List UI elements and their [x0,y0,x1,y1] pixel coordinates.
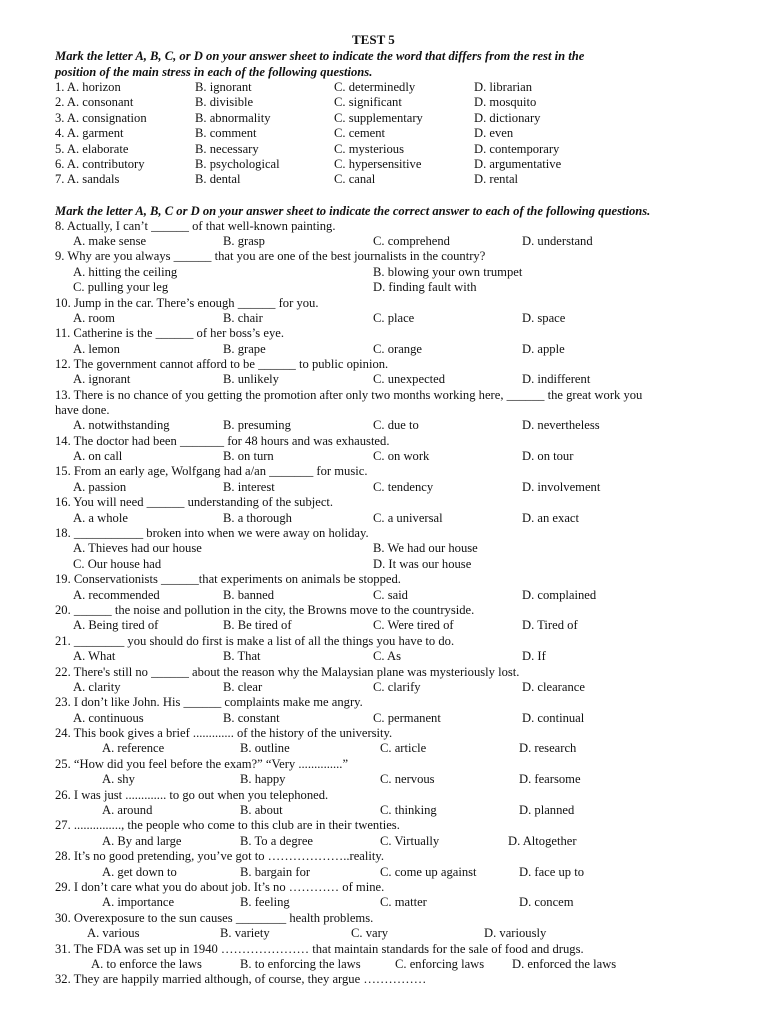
question-stem: 19. Conservationists ______that experiments on animals be stopped. [55,572,401,586]
test-title-row [0,32,768,48]
answer-options-row: A. passion B. interest C. tendency D. involvement [73,480,601,494]
stress-question-row: 7. A. sandals B. dental C. canal D. rental [55,172,519,186]
answer-options-row: A. make sense B. grasp C. comprehend D. understand [73,234,593,248]
question-stem-continued: have done. [55,403,110,417]
question-stem: 27. ..............., the people who come to this club are in their twenties. [55,818,400,832]
question-stem: 29. I don’t care what you do about job. It’s no ………… of mine. [55,880,385,894]
answer-options-row: A. to enforce the laws B. to enforcing the laws C. enforcing laws D. enforced the laws [91,957,617,971]
answer-options-row: A. reference B. outline C. article D. research [102,741,577,755]
answer-options-row: A. notwithstanding B. presuming C. due to D. nevertheless [73,418,600,432]
section2-instruction: Mark the letter A, B, C or D on your answer sheet to indicate the correct answer to each of the following questions. [55,204,651,218]
question-stem: 20. ______ the noise and pollution in the city, the Browns move to the countryside. [55,603,475,617]
question-stem: 32. They are happily married although, of course, they argue …………… [55,972,427,986]
question-stem: 11. Catherine is the ______ of her boss’s eye. [55,326,284,340]
question-stem: 18. ___________ broken into when we were away on holiday. [55,526,369,540]
answer-options-row: A. importance B. feeling C. matter D. concem [102,895,574,909]
question-stem: 12. The government cannot afford to be ______ to public opinion. [55,357,389,371]
answer-options-row: A. various B. variety C. vary D. variously [87,926,547,940]
answer-options-row: A. By and large B. To a degree C. Virtually D. Altogether [102,834,577,848]
answer-options-row: A. clarity B. clear C. clarify D. clearance [73,680,585,694]
answer-options-row: A. recommended B. banned C. said D. complained [73,588,597,602]
answer-options-row: A. hitting the ceiling B. blowing your own trumpet [73,265,523,279]
answer-options-row: A. lemon B. grape C. orange D. apple [73,342,565,356]
stress-question-row: 6. A. contributory B. psychological C. hypersensitive D. argumentative [55,157,562,171]
question-stem: 8. Actually, I can’t ______ of that well-known painting. [55,219,336,233]
answer-options-row: C. Our house had D. It was our house [73,557,472,571]
answer-options-row: A. ignorant B. unlikely C. unexpected D. indifferent [73,372,591,386]
test-title: TEST 5 [352,32,395,47]
answer-options-row: A. a whole B. a thorough C. a universal D. an exact [73,511,579,525]
answer-options-row: A. Thieves had our house B. We had our house [73,541,478,555]
section1-instruction-line2: position of the main stress in each of the following questions. [55,65,373,79]
stress-question-row: 5. A. elaborate B. necessary C. mysterious D. contemporary [55,142,560,156]
question-stem: 23. I don’t like John. His ______ complaints make me angry. [55,695,363,709]
answer-options-row: A. shy B. happy C. nervous D. fearsome [102,772,581,786]
answer-options-row: C. pulling your leg D. finding fault with [73,280,477,294]
question-stem: 14. The doctor had been _______ for 48 hours and was exhausted. [55,434,390,448]
question-stem: 31. The FDA was set up in 1940 ………………… that maintain standards for the sale of food and drugs. [55,942,584,956]
question-stem: 25. “How did you feel before the exam?” “Very ..............” [55,757,349,771]
question-stem: 30. Overexposure to the sun causes ________ health problems. [55,911,374,925]
stress-question-row: 4. A. garment B. comment C. cement D. even [55,126,514,140]
answer-options-row: A. room B. chair C. place D. space [73,311,566,325]
section1-instruction-line1: Mark the letter A, B, C, or D on your answer sheet to indicate the word that differs from the rest in the [55,49,585,63]
question-stem: 9. Why are you always ______ that you are one of the best journalists in the country? [55,249,486,263]
question-stem: 24. This book gives a brief ............. of the history of the university. [55,726,393,740]
question-stem: 15. From an early age, Wolfgang had a/an _______ for music. [55,464,368,478]
question-stem: 21. ________ you should do first is make a list of all the things you have to do. [55,634,455,648]
stress-question-row: 2. A. consonant B. divisible C. significant D. mosquito [55,95,537,109]
question-stem: 13. There is no chance of you getting the promotion after only two months working here, ______ the great work you [55,388,643,402]
question-stem: 28. It’s no good pretending, you’ve got to ………………..reality. [55,849,385,863]
stress-question-row: 1. A. horizon B. ignorant C. determinedly D. librarian [55,80,533,94]
answer-options-row: A. Being tired of B. Be tired of C. Were tired of D. Tired of [73,618,578,632]
stress-question-row: 3. A. consignation B. abnormality C. supplementary D. dictionary [55,111,541,125]
question-stem: 26. I was just ............. to go out when you telephoned. [55,788,329,802]
answer-options-row: A. What B. That C. As D. If [73,649,546,663]
question-stem: 16. You will need ______ understanding of the subject. [55,495,334,509]
answer-options-row: A. on call B. on turn C. on work D. on tour [73,449,574,463]
answer-options-row: A. around B. about C. thinking D. planned [102,803,575,817]
answer-options-row: A. continuous B. constant C. permanent D. continual [73,711,585,725]
question-stem: 22. There's still no ______ about the reason why the Malaysian plane was mysteriously lost. [55,665,520,679]
question-stem: 10. Jump in the car. There’s enough ______ for you. [55,296,319,310]
answer-options-row: A. get down to B. bargain for C. come up against D. face up to [102,865,585,879]
